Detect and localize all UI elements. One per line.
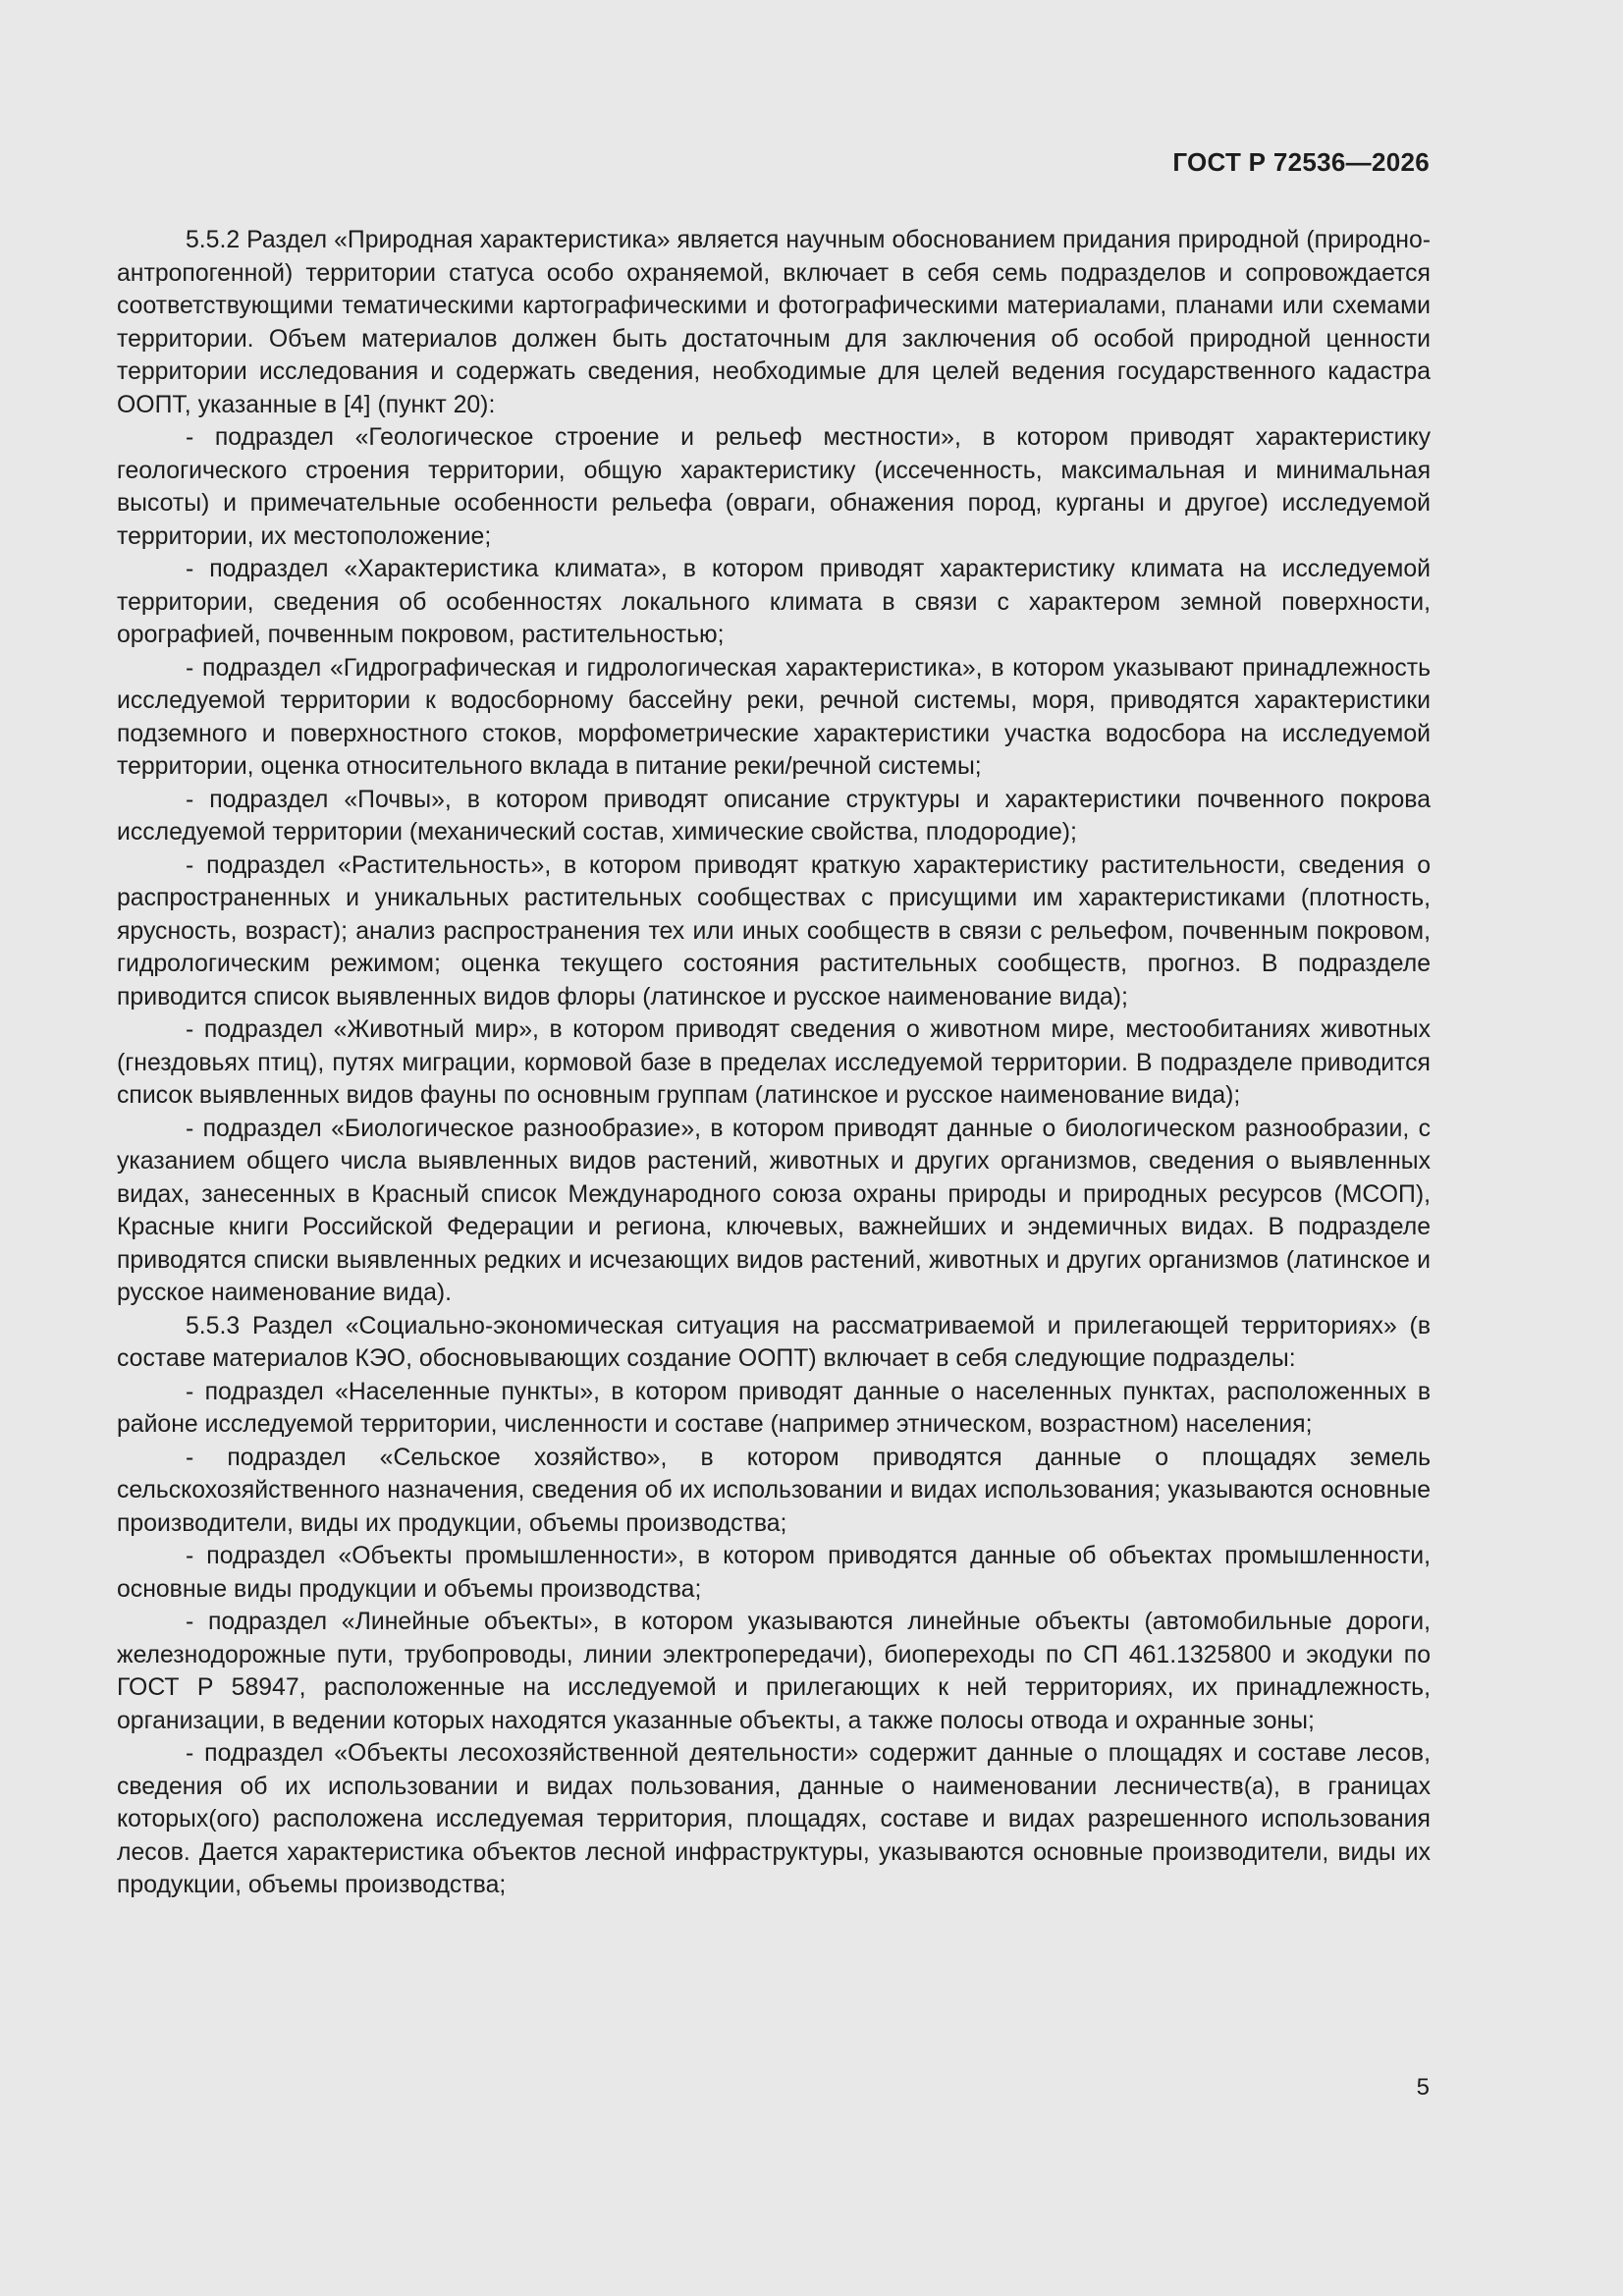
paragraph: 5.5.2 Раздел «Природная характеристика» является научным обоснованием придания природной (природно-антропогенной) территории статуса особо охраняемой, включает в себя семь подразделов и сопровождается соответствующими тематическими картографическими и фотографическими материалами, планами или схемами территории. Объем материалов должен быть достаточным для заключения об особой природной ценности территории исследования и содержать сведения, необходимые для целей ведения государственного кадастра ООПТ, указанные в [4] (пункт 20): <box>117 227 1431 418</box>
document-body <box>117 224 1431 1902</box>
document-header: ГОСТ Р 72536—2026 <box>1172 147 1430 177</box>
paragraph: - подраздел «Характеристика климата», в котором приводят характеристику климата на исследуемой территории, сведения об особенностях локального климата в связи с характером земной поверхности, орографией, почвенным покровом, растительностью; <box>117 556 1431 648</box>
page-number: 5 <box>1416 2074 1430 2101</box>
paragraph: - подраздел «Животный мир», в котором приводят сведения о животном мире, местообитаниях животных (гнездовьях птиц), путях миграции, кормовой базе в пределах исследуемой территории. В подразделе приводится список выявленных видов фауны по основным группам (латинское и русское наименование вида); <box>117 1016 1431 1109</box>
paragraph: - подраздел «Биологическое разнообразие», в котором приводят данные о биологическом разнообразии, с указанием общего числа выявленных видов растений, животных и других организмов, сведения о выявленных видах, занесенных в Красный список Международного союза охраны природы и природных ресурсов (МСОП), Красные книги Российской Федерации и региона, ключевых, важнейших и эндемичных видах. В подразделе приводятся списки выявленных редких и исчезающих видов растений, животных и других организмов (латинское и русское наименование вида). <box>117 1115 1431 1306</box>
paragraph: - подраздел «Геологическое строение и рельеф местности», в котором приводят характеристику геологического строения территории, общую характеристику (иссеченность, максимальная и минимальная высоты) и примечательные особенности рельефа (овраги, обнажения пород, курганы и другое) исследуемой территории, их местоположение; <box>117 424 1431 550</box>
paragraph: - подраздел «Населенные пункты», в котором приводят данные о населенных пунктах, расположенных в районе исследуемой территории, численности и составе (например этническом, возрастном) населения; <box>117 1378 1431 1438</box>
paragraph: - подраздел «Почвы», в котором приводят описание структуры и характеристики почвенного покрова исследуемой территории (механический состав, химические свойства, плодородие); <box>117 786 1431 846</box>
paragraph: 5.5.3 Раздел «Социально-экономическая ситуация на рассматриваемой и прилегающей территориях» (в составе материалов КЭО, обосновывающих создание ООПТ) включает в себя следующие подразделы: <box>117 1312 1431 1372</box>
paragraph: - подраздел «Объекты промышленности», в котором приводятся данные об объектах промышленности, основные виды продукции и объемы производства; <box>117 1543 1431 1603</box>
paragraph: - подраздел «Объекты лесохозяйственной деятельности» содержит данные о площадях и составе лесов, сведения об их использовании и видах пользования, данные о наименовании лесничеств(а), в границах которых(ого) расположена исследуемая территория, площадях, составе и видах разрешенного использования лесов. Дается характеристика объектов лесной инфраструктуры, указываются основные производители, виды их продукции, объемы производства; <box>117 1740 1431 1898</box>
paragraph: - подраздел «Сельское хозяйство», в котором приводятся данные о площадях земель сельскохозяйственного назначения, сведения об их использовании и видах использования; указываются основные производители, виды их продукции, объемы производства; <box>117 1444 1431 1537</box>
paragraph: - подраздел «Растительность», в котором приводят краткую характеристику растительности, сведения о распространенных и уникальных растительных сообществах с присущими им характеристиками (плотность, ярусность, возраст); анализ распространения тех или иных сообществ в связи с рельефом, почвенным покровом, гидрологическим режимом; оценка текущего состояния растительных сообществ, прогноз. В подразделе приводится список выявленных видов флоры (латинское и русское наименование вида); <box>117 851 1431 1011</box>
paragraph: - подраздел «Гидрографическая и гидрологическая характеристика», в котором указывают принадлежность исследуемой территории к водосборному бассейну реки, речной системы, моря, приводятся характеристики подземного и поверхностного стоков, морфометрические характеристики участка водосбора на исследуемой территории, оценка относительного вклада в питание реки/речной системы; <box>117 654 1431 780</box>
paragraph: - подраздел «Линейные объекты», в котором указываются линейные объекты (автомобильные дороги, железнодорожные пути, трубопроводы, линии электропередачи), биопереходы по СП 461.1325800 и экодуки по ГОСТ Р 58947, расположенные на исследуемой и прилегающих к ней территориях, их принадлежность, организации, в ведении которых находятся указанные объекты, а также полосы отвода и охранные зоны; <box>117 1609 1431 1734</box>
